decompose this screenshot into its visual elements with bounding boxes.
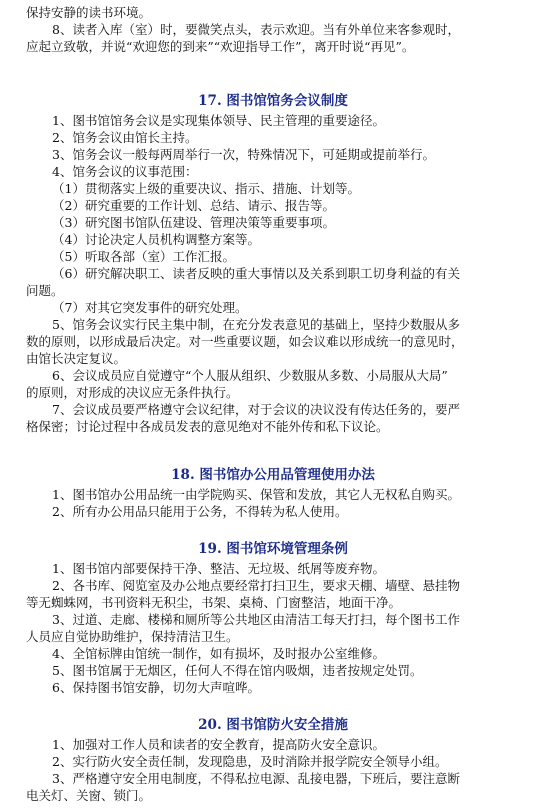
text-line: 格保密；讨论过程中各成员发表的意见绝对不能外传和私下议论。 [26, 419, 389, 434]
text-line: 应起立致敬，并说“欢迎您的到来”“欢迎指导工作”，离开时说“再见”。 [26, 39, 415, 54]
text-line: 1、图书馆办公用品统一由学院购买、保管和发放，其它人无权私自购买。 [52, 487, 460, 502]
text-line: 数的原则，以形成最后决定。对一些重要议题，如会议难以形成统一的意见时， [26, 334, 464, 349]
text-line: 6、会议成员应自觉遵守“个人服从组织、少数服从多数、小局服从大局” [52, 368, 448, 383]
text-line: 4、全馆标牌由馆统一制作，如有损坏，及时报办公室维修。 [52, 646, 385, 661]
text-line: 1、图书馆馆务会议是实现集体领导、民主管理的重要途径。 [52, 113, 385, 128]
text-line: 2、各书库、阅览室及办公地点要经常打扫卫生，要求天棚、墙壁、悬挂物 [52, 578, 460, 593]
section-title: 19. 图书馆环境管理条例 [198, 541, 348, 557]
text-line: （2）研究重要的工作计划、总结、请示、报告等。 [52, 198, 335, 213]
text-line: 3、过道、走廊、楼梯和厕所等公共地区由清洁工每天打扫，每个图书工作 [52, 612, 460, 627]
section-title: 18. 图书馆办公用品管理使用办法 [171, 467, 375, 483]
text-line: 5、馆务会议实行民主集中制，在充分发表意见的基础上，坚持少数服从多 [52, 317, 460, 332]
text-line: 3、严格遵守安全用电制度，不得私拉电源、乱接电器，下班后，要注意断 [52, 771, 460, 786]
text-line: 由馆长决定复议。 [26, 351, 127, 366]
text-line: 3、馆务会议一般每两周举行一次，特殊情况下，可延期或提前举行。 [52, 147, 435, 162]
text-line: （4）讨论决定人员机构调整方案等。 [52, 232, 260, 247]
text-line: 的原则，对形成的决议应无条件执行。 [26, 385, 239, 400]
text-line: 4、馆务会议的议事范围： [52, 164, 198, 179]
text-line: （3）研究图书馆队伍建设、管理决策等重要事项。 [52, 215, 335, 230]
text-line: 电关灯、关窗、锁门。 [26, 788, 152, 803]
text-line: 2、所有办公用品只能用于公务，不得转为私人使用。 [52, 504, 348, 519]
text-line: 1、图书馆内部要保持干净、整洁、无垃圾、纸屑等废弃物。 [52, 561, 385, 576]
text-line: （1）贯彻落实上级的重要决议、指示、措施、计划等。 [52, 181, 360, 196]
section-title: 20. 图书馆防火安全措施 [198, 717, 348, 733]
text-line: 人员应自觉协助维护，保持清洁卫生。 [26, 629, 239, 644]
text-line: 7、会议成员要严格遵守会议纪律，对于会议的决议没有传达任务的，要严 [52, 402, 460, 417]
text-line: 6、保持图书馆安静，切勿大声喧哗。 [52, 680, 260, 695]
text-line: 8、读者入库（室）时，要微笑点头，表示欢迎。当有外单位来客参观时， [52, 22, 460, 37]
text-line: 1、加强对工作人员和读者的安全教育，提高防火安全意识。 [52, 737, 385, 752]
text-line: 5、图书馆属于无烟区，任何人不得在馆内吸烟，违者按规定处罚。 [52, 663, 423, 678]
text-line: （5）听取各部（室）工作汇报。 [52, 249, 235, 264]
text-line: 保持安静的读书环境。 [26, 5, 152, 20]
text-line: （7）对其它突发事件的研究处理。 [52, 300, 248, 315]
text-line: （6）研究解决职工、读者反映的重大事情以及关系到职工切身利益的有关 [52, 266, 460, 281]
text-line: 等无蜘蛛网，书刊资料无积尘，书架、桌椅、门窗整洁，地面干净。 [26, 595, 402, 610]
text-line: 问题。 [26, 283, 64, 298]
section-title: 17. 图书馆馆务会议制度 [198, 93, 348, 109]
text-line: 2、馆务会议由馆长主持。 [52, 130, 198, 145]
text-line: 2、实行防火安全责任制，发现隐患，及时消除并报学院安全领导小组。 [52, 754, 448, 769]
